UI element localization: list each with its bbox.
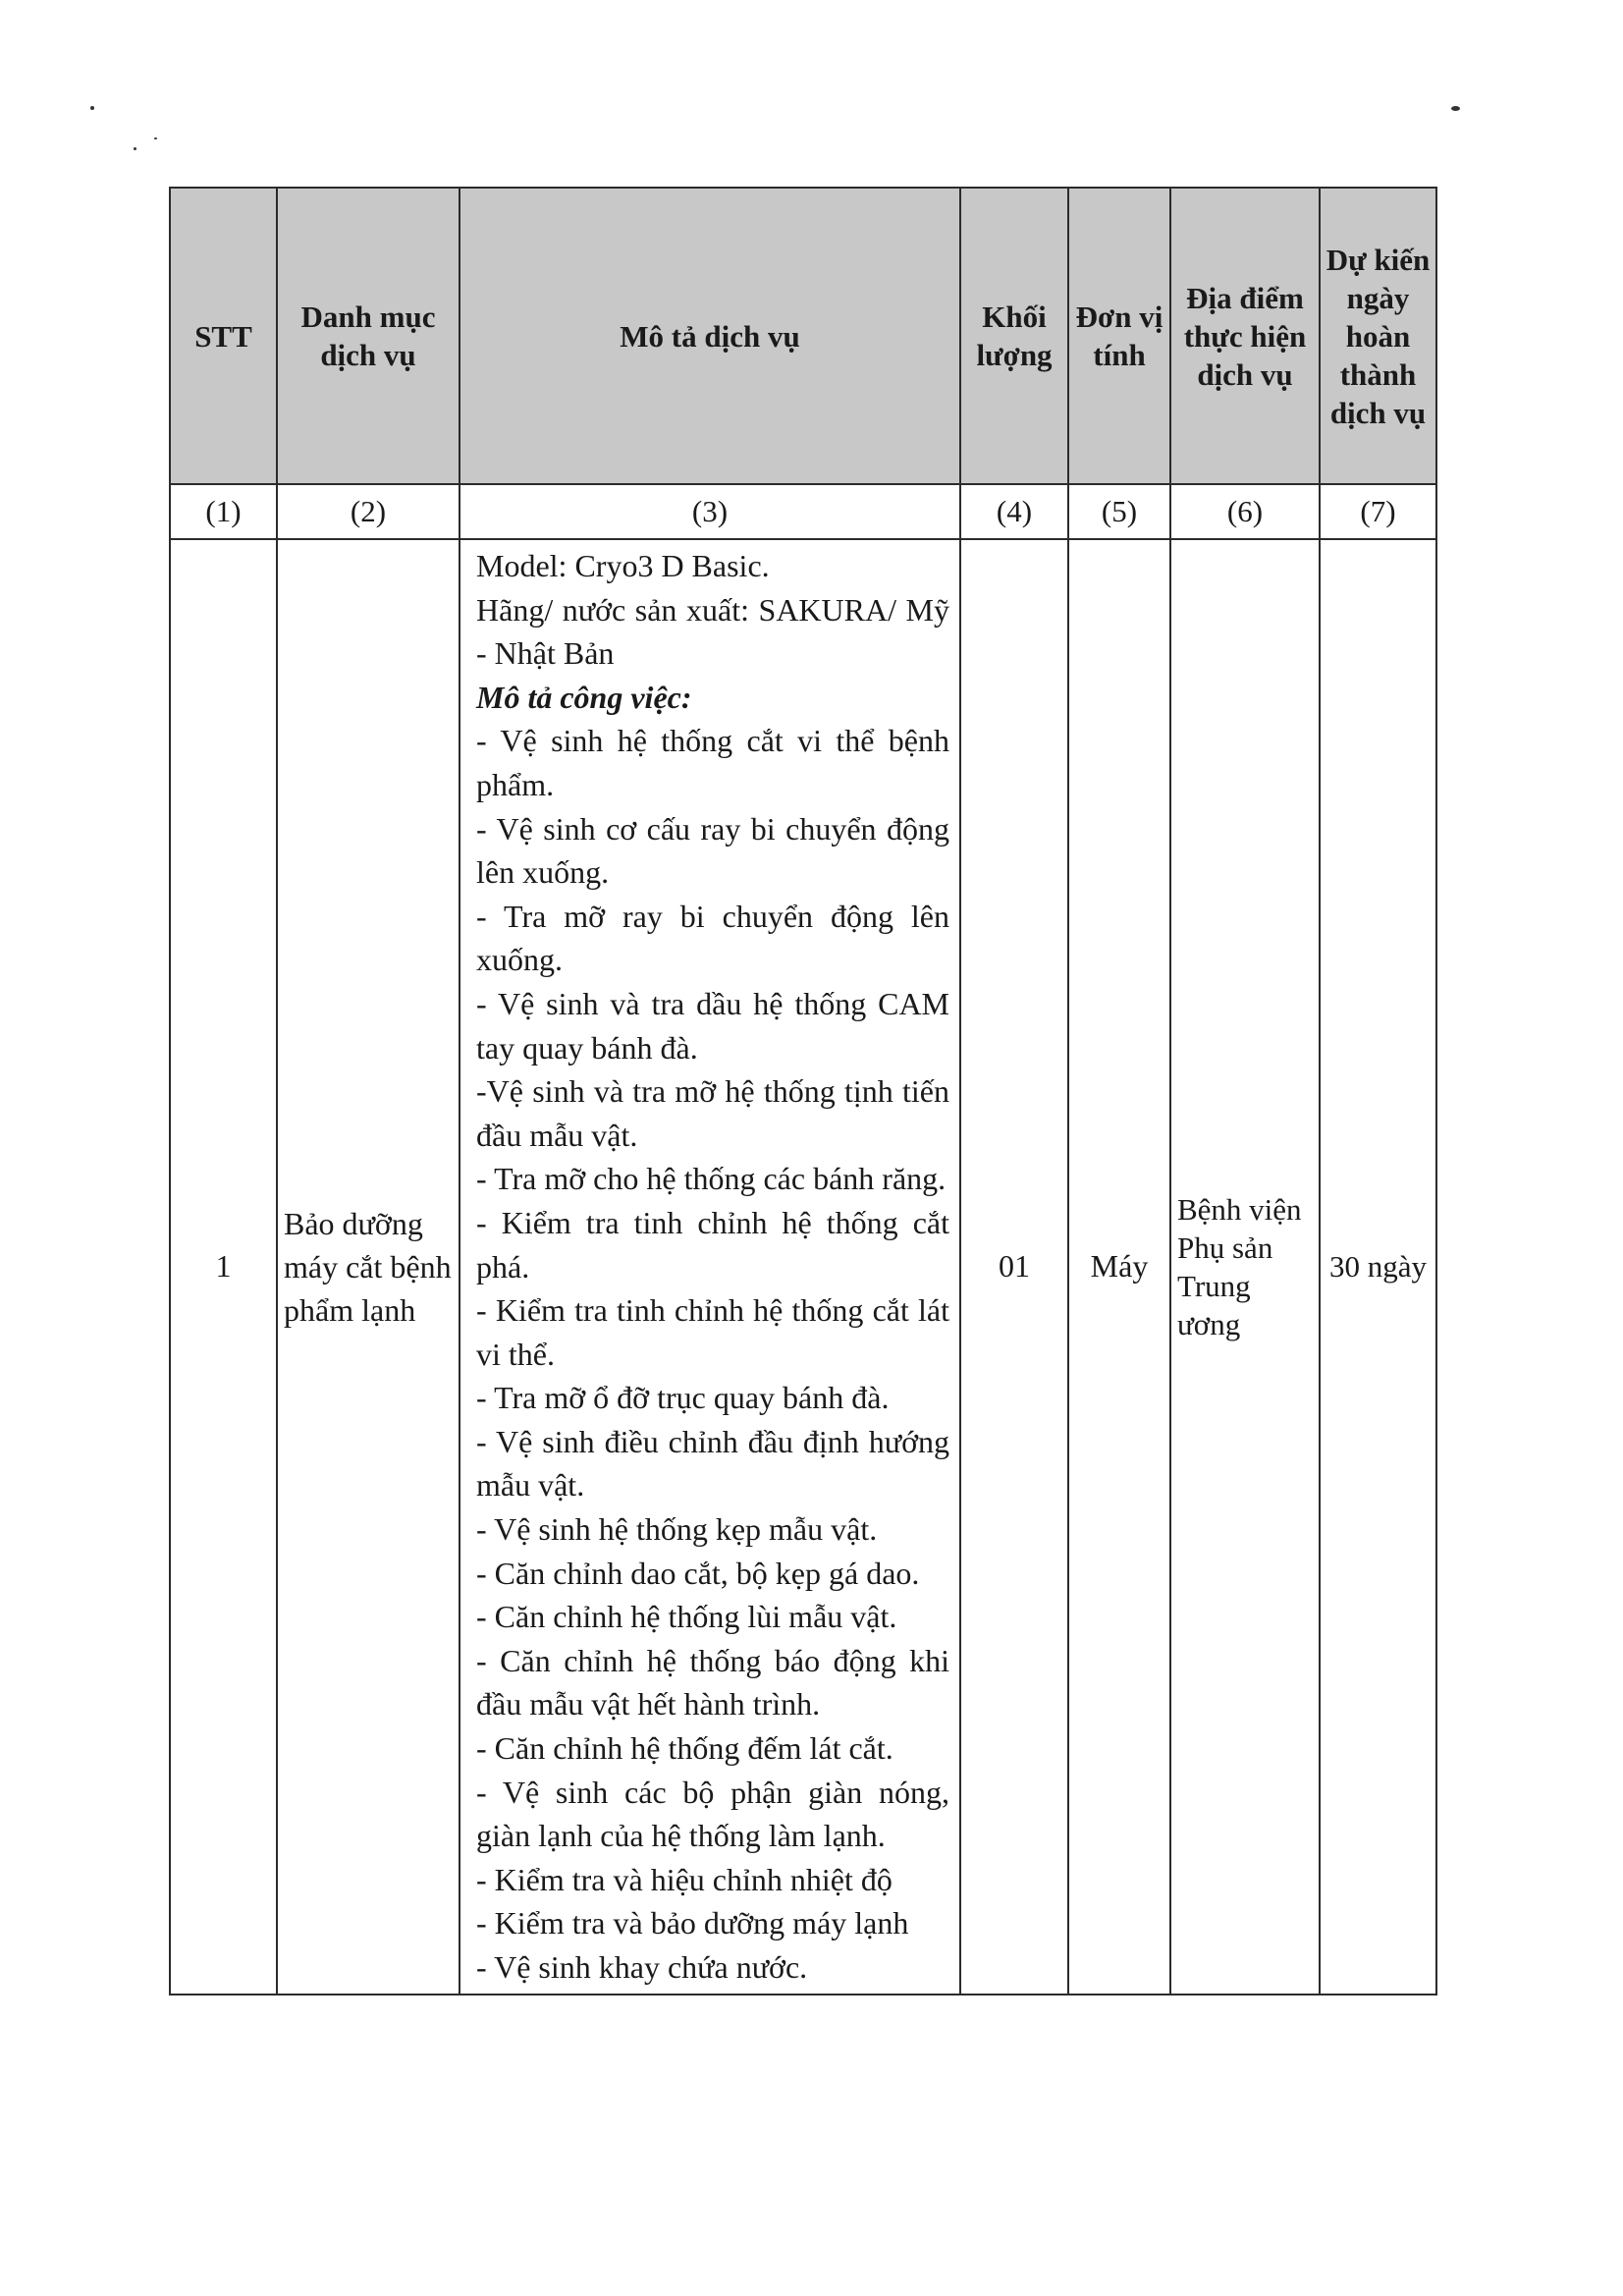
header-location: Địa điểm thực hiện dịch vụ [1170,188,1320,484]
row-completion: 30 ngày [1320,539,1436,1995]
task-item: - Tra mỡ ổ đỡ trục quay bánh đà. [476,1380,890,1416]
task-item: - Vệ sinh và tra dầu hệ thống CAM tay quay bánh đà. [476,985,949,1066]
column-number: (2) [277,484,460,539]
column-number: (7) [1320,484,1436,539]
task-item: - Vệ sinh hệ thống kẹp mẫu vật. [476,1511,878,1548]
header-quantity: Khối lượng [960,188,1068,484]
task-item: - Kiểm tra tinh chỉnh hệ thống cắt lát vi thể. [476,1292,949,1372]
header-row [170,188,1436,484]
task-list [476,719,949,1989]
task-item: - Kiểm tra và hiệu chỉnh nhiệt độ [476,1861,893,1897]
row-stt: 1 [170,539,277,1995]
row-location: Bệnh viện Phụ sản Trung ương [1170,539,1320,1995]
task-item: - Căn chỉnh hệ thống báo động khi đầu mẫu vật hết hành trình. [476,1642,949,1722]
work-description-heading: Mô tả công việc: [476,679,692,715]
column-number: (3) [460,484,960,539]
row-unit: Máy [1068,539,1170,1995]
row-quantity: 01 [960,539,1068,1995]
scan-speck [1451,106,1460,111]
task-item: - Tra mỡ cho hệ thống các bánh răng. [476,1161,947,1197]
header-completion: Dự kiến ngày hoàn thành dịch vụ [1320,188,1436,484]
task-item: - Căn chỉnh dao cắt, bộ kẹp gá dao. [476,1555,920,1591]
task-item: - Kiểm tra và bảo dưỡng máy lạnh [476,1905,909,1941]
scan-speck [154,137,157,139]
scan-speck [134,147,136,150]
device-model: Model: Cryo3 D Basic. [476,548,770,583]
service-table [169,187,1437,1995]
column-number: (4) [960,484,1068,539]
column-number-row [170,484,1436,539]
header-category: Danh mục dịch vụ [277,188,460,484]
header-unit: Đơn vị tính [1068,188,1170,484]
column-number: (1) [170,484,277,539]
task-item: - Vệ sinh cơ cấu ray bi chuyển động lên xuống. [476,810,949,891]
column-number: (6) [1170,484,1320,539]
task-item: - Vệ sinh hệ thống cắt vi thể bệnh phẩm. [476,723,949,802]
header-stt: STT [170,188,277,484]
task-item: - Vệ sinh điều chỉnh đầu định hướng mẫu vật. [476,1423,949,1503]
table-row [170,539,1436,1995]
row-description [460,539,960,1995]
scan-speck [90,106,94,110]
header-description: Mô tả dịch vụ [460,188,960,484]
task-item: - Căn chỉnh hệ thống lùi mẫu vật. [476,1599,897,1635]
task-item: - Vệ sinh các bộ phận giàn nóng, giàn lạnh của hệ thống làm lạnh. [476,1774,949,1854]
column-number: (5) [1068,484,1170,539]
device-manufacturer: Hãng/ nước sản xuất: SAKURA/ Mỹ - Nhật Bản [476,591,949,672]
task-item: - Tra mỡ ray bi chuyển động lên xuống. [476,898,949,978]
task-item: - Vệ sinh khay chứa nước. [476,1949,808,1985]
task-item: - Căn chỉnh hệ thống đếm lát cắt. [476,1730,893,1767]
row-category: Bảo dưỡng máy cắt bệnh phẩm lạnh [277,539,460,1995]
task-item: -Vệ sinh và tra mỡ hệ thống tịnh tiến đầu mẫu vật. [476,1073,949,1153]
task-item: - Kiểm tra tinh chỉnh hệ thống cắt phá. [476,1204,949,1285]
